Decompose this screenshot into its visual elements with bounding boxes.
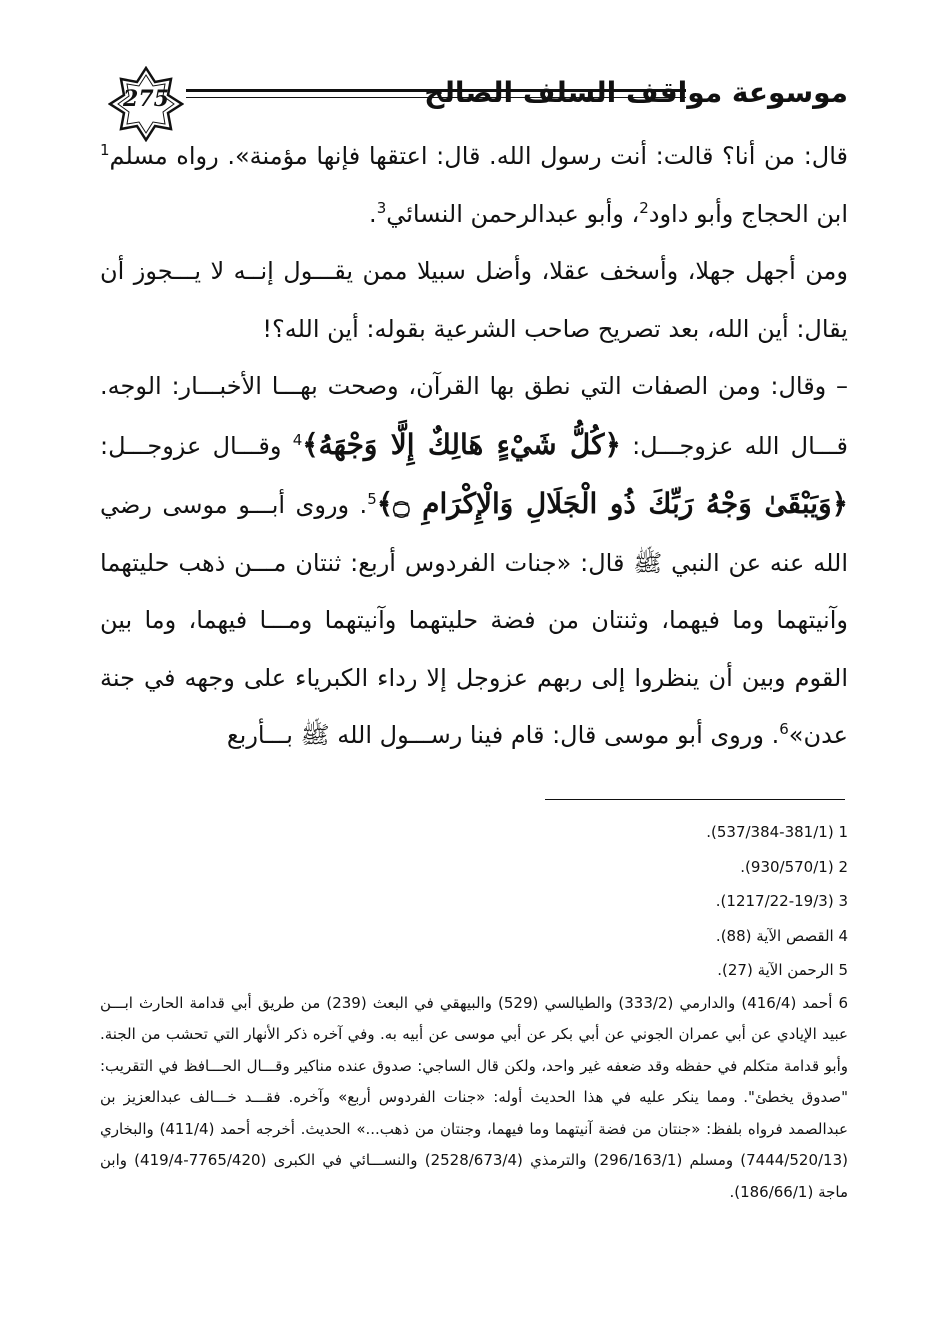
quran-verse: ﴿كُلُّ شَيْءٍ هَالِكٌ إِلَّا وَجْهَهُ﴾ [302,427,621,461]
footnote-ref: 6 [779,720,789,738]
footnote: 1 (537/384-381/1). [706,823,848,841]
footnote-ref: 2 [639,198,649,217]
text-run: ، وأبو عبدالرحمن النسائي [386,199,640,228]
footnote: 2 (930/570/1). [740,857,848,876]
text-run: . [369,199,377,228]
page-header [100,62,848,122]
quran-verse: ﴿وَيَبْقَىٰ وَجْهُ رَبِّكَ ذُو الْجَلَالِ وَالْإِكْرَامِ ۝﴾ [376,487,848,520]
footnote: 3 (1217/22-19/3). [715,892,848,910]
paragraph: ومن أجهل جهلا، وأسخف عقلا، وأضل سبيلا ممن يقـــول إنــه لا يـــجوز أن يقال: أين الله، بعد تصريح صاحب الشرعية بقوله: أين الله؟! [100,257,848,343]
footnote: 5 الرحمن الآية (27). [717,961,848,979]
text-run: . وروى أبو موسى قال: قام فينا رســـول الله ﷺ بـــأربع [226,721,780,749]
text-run: – وقال: ومن الصفات التي نطق بها القرآن، وصحت بهـــا الأخبـــار: الوجه. قـــال الله عزوجـــل: [100,372,848,460]
paragraph [100,358,848,765]
footnote: 6 أحمد (416/4) والدارمي (333/2) والطيالسي (529) والبيهقي في البعث (239) من طريق أبي قدامة الحارث ابـــن عبيد الإيادي عن أبي عمران الجوني عن أبي بكر عن أبي موسى عن أبيه به. وفي آخره ذكر الأنهار التي تحشب من الجنة. وأبو قدامة متكلم في حفظه وقد ضعفه غير واحد، ولكن قال الساجي: صدوق عنده مناكير وقـــال الحـــافظ في التقريب: "صدوق يخطئ". ومما ينكر عليه في هذا الحديث أوله: «جنات الفردوس أربع» وآخره. فقـــد خـــالف عبدالعزيز بن عبدالصمد فرواه بلفظ: «جنتان من فضة آنيتهما وما فيهما، وجنتان من ذهب...» الحديث. أخرجه أحمد (411/4) والبخاري (7444/520/13) ومسلم (296/163/1) والترمذي (2528/673/4) والنســـائي في الكبرى (7765/420-419/4) وابن ماجة (186/66/1). [100,993,849,1201]
main-text [100,128,848,765]
footnote: 4 القصص الآية (88). [715,926,848,945]
book-title: موسوعة مواقف السلف الصالح [424,76,848,109]
text-run: . وروى أبـــو موسى رضي الله عنه عن النبي ﷺ قال: «جنات الفردوس أربع: ثنتان مـــن ذهب حليتهما وآنيتهما وما فيهما، وثنتان من فضة حليتهما وآنيتهما ومـــا فيهما، وما بين القوم وبين أن ينظروا إلى ربهم عزوجل إلا رداء الكبرياء على وجهه في جنة عدن» [100,491,848,749]
footnote-ref: 5 [367,490,377,508]
footnote-ref: 1 [100,141,110,159]
text-run: وقـــال عزوجـــل: [100,431,293,460]
paragraph [100,128,848,243]
footnote-ref: 3 [376,198,387,217]
text-run: ابن الحجاج وأبو داود [648,199,848,228]
footnote-ref: 4 [292,430,303,449]
footnote-separator [545,799,845,800]
page-number: 275 [123,86,169,112]
footnotes [100,815,848,1208]
text-run: قال: من أنا؟ قالت: أنت رسول الله. قال: اعتقها فإنها مؤمنة». رواه مسلم [109,142,848,170]
